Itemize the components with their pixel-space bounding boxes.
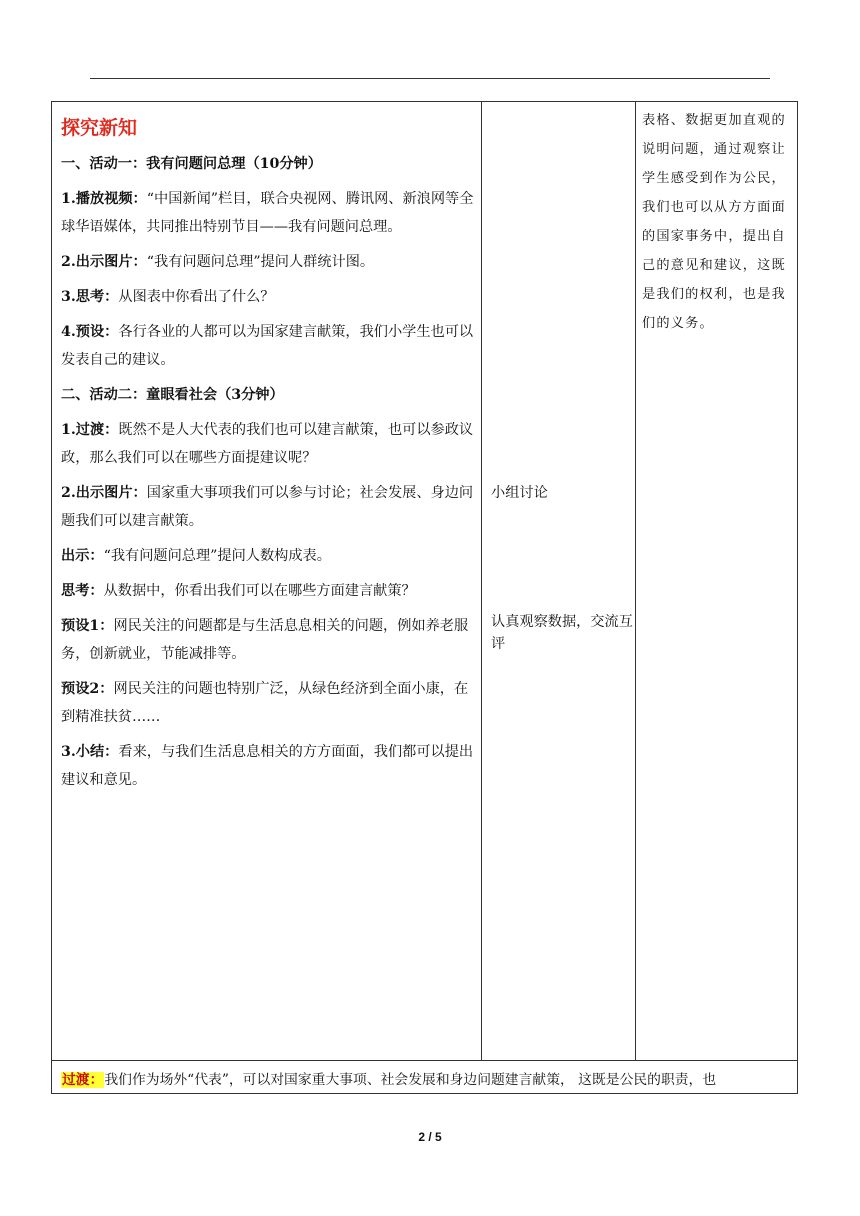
header-rule bbox=[90, 78, 770, 79]
column-divider bbox=[481, 102, 482, 1060]
transition-row bbox=[61, 1070, 716, 1090]
activity2-item: 1.过渡：既然不是人大代表的我们也可以建言献策，也可以参政议政，那么我们可以在哪些方面提建议呢？ bbox=[61, 422, 474, 466]
activity1-item: 2.出示图片：“我有问题问总理”提问人群统计图。 bbox=[61, 254, 375, 270]
student-activity-group-discussion: 小组讨论 bbox=[491, 485, 548, 501]
activity2-title: 二、活动二：童眼看社会（3分钟） bbox=[61, 387, 284, 403]
transition-label: 过渡： bbox=[62, 1072, 104, 1088]
activity2-item: 3.小结：看来，与我们生活息息相关的方方面面，我们都可以提出建议和意见。 bbox=[61, 744, 474, 788]
column-divider bbox=[635, 102, 636, 1060]
activity1-item: 3.思考：从图表中你看出了什么？ bbox=[61, 289, 275, 305]
lesson-table bbox=[51, 101, 798, 1094]
page-number: 2 / 5 bbox=[418, 1130, 442, 1144]
activity1-item: 4.预设：各行各业的人都可以为国家建言献策，我们小学生也可以发表自己的建议。 bbox=[61, 324, 474, 368]
teacher-activity-cell bbox=[61, 112, 477, 801]
design-intent-cell: 表格、数据更加直观的说明问题，通过观察让学生感受到作为公民，我们也可以从方方面面的国家事务中，提出自己的意见和建议，这既是我们的权利，也是我们的义务。 bbox=[642, 113, 786, 331]
activity1-title: 一、活动一：我有问题问总理（10分钟） bbox=[61, 156, 322, 172]
transition-text: 我们作为场外“代表”，可以对国家重大事项、社会发展和身边问题建言献策， 这既是公民的职责，也 bbox=[104, 1072, 717, 1088]
activity2-item: 预设2：网民关注的问题也特别广泛，从绿色经济到全面小康，在到精准扶贫…… bbox=[61, 681, 469, 725]
section-heading: 探究新知 bbox=[61, 117, 138, 139]
activity2-item: 2.出示图片：国家重大事项我们可以参与讨论；社会发展、身边问题我们可以建言献策。 bbox=[61, 485, 474, 529]
activity1-item: 1.播放视频：“中国新闻”栏目，联合央视网、腾讯网、新浪网等全球华语媒体，共同推出特别节目——我有问题问总理。 bbox=[61, 191, 474, 235]
student-activity-observe-data: 认真观察数据，交流互评 bbox=[491, 614, 633, 652]
activity2-item: 思考：从数据中，你看出我们可以在哪些方面建言献策？ bbox=[61, 583, 416, 599]
activity2-item: 出示：“我有问题问总理”提问人数构成表。 bbox=[61, 548, 331, 564]
activity2-item: 预设1：网民关注的问题都是与生活息息相关的问题，例如养老服务，创新就业，节能减排等。 bbox=[61, 618, 469, 662]
row-divider bbox=[52, 1060, 797, 1061]
